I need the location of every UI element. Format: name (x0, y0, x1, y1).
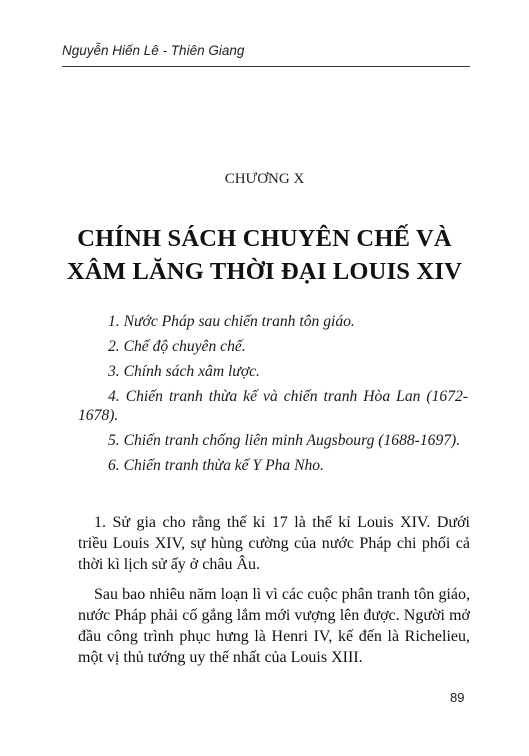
paragraph: Sau bao nhiêu năm loạn lì vì các cuộc phân tranh tôn giáo, nước Pháp phải cố gắng lắm mới vượng lên được. Người mở đầu công trình phục hưng là Henri IV, kế đến là Richelieu, một vị thủ tướng uy thế nhất của Louis XIII. (78, 586, 470, 666)
outline-item: 3. Chính sách xâm lược. (108, 363, 260, 380)
chapter-number: CHƯƠNG X (224, 171, 305, 187)
outline-item: 2. Chế độ chuyên chế. (108, 338, 246, 355)
chapter-title-line-1: CHÍNH SÁCH CHUYÊN CHẾ VÀ (77, 225, 452, 252)
page-number: 89 (450, 690, 465, 705)
paragraph: 1. Sử gia cho rằng thế kỉ 17 là thế kỉ Louis XIV. Dưới triều Louis XIV, sự hùng cường của nước Pháp chi phối cả thời kì lịch sử ấy ở châu Âu. (78, 514, 470, 573)
header-divider (62, 66, 470, 67)
outline-item: 5. Chiến tranh chống liên minh Augsbourg (1688-1697). (108, 432, 461, 449)
outline-item: 4. Chiến tranh thừa kế và chiến tranh Hòa Lan (1672-1678). (78, 388, 468, 424)
outline-item: 6. Chiến tranh thừa kế Y Pha Nho. (108, 457, 324, 474)
body-text (78, 512, 470, 677)
chapter-title (0, 222, 529, 288)
running-header: Nguyễn Hiến Lê - Thiên Giang (62, 43, 245, 58)
outline-item: 1. Nước Pháp sau chiến tranh tôn giáo. (108, 313, 355, 330)
chapter-title-line-2: XÂM LĂNG THỜI ĐẠI LOUIS XIV (67, 258, 462, 285)
chapter-outline (78, 312, 468, 481)
